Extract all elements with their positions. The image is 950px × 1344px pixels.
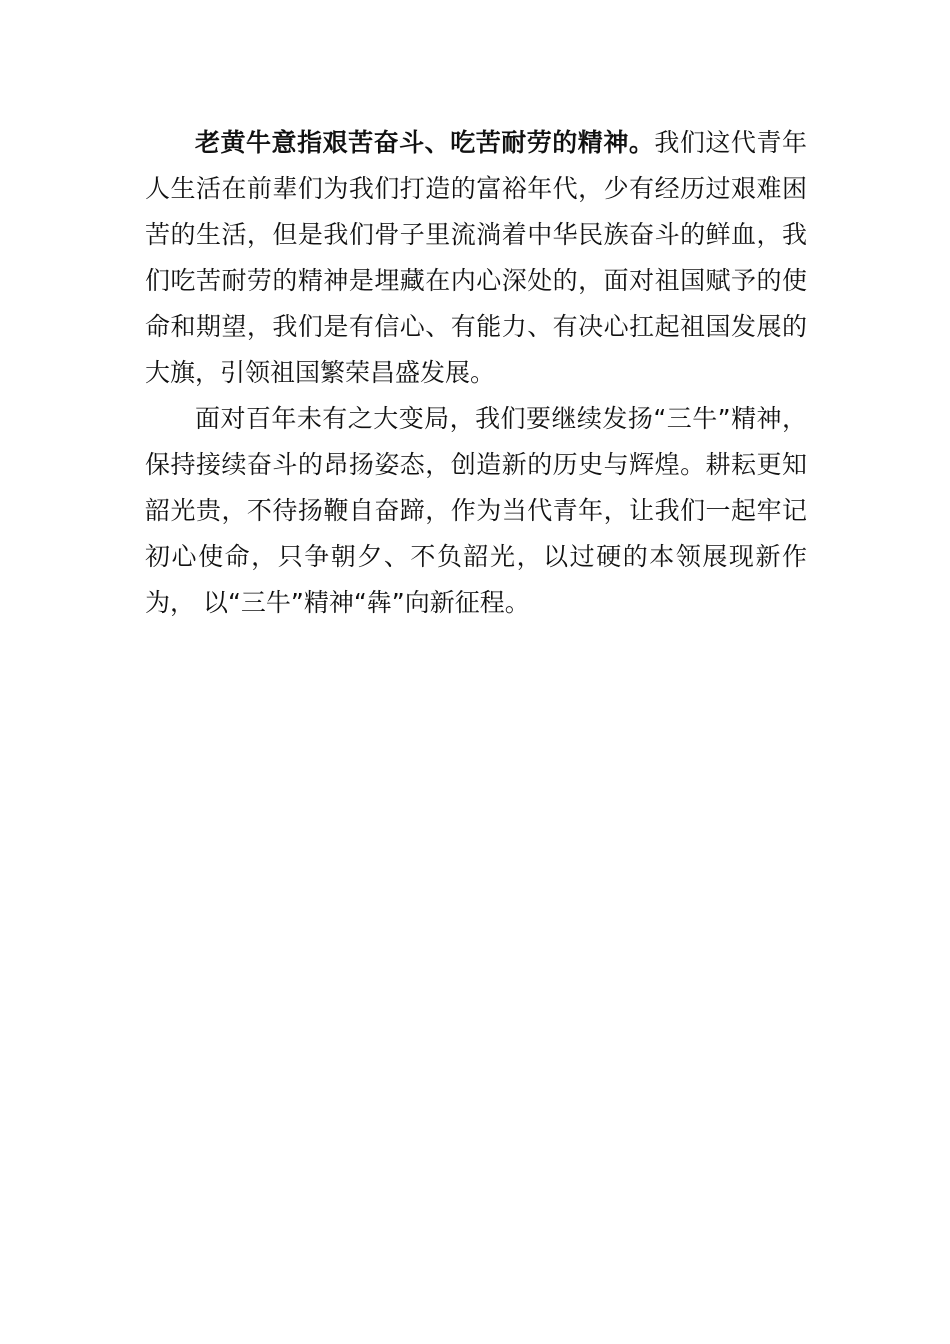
paragraph-1-lead: 老黄牛意指艰苦奋斗、吃苦耐劳的精神。 <box>195 128 655 157</box>
paragraph-1-text: 我们这代青年人生活在前辈们为我们打造的富裕年代，少有经历过艰难困苦的生活，但是我们骨子里流淌着中华民族奋斗的鲜血，我们吃苦耐劳的精神是埋藏在内心深处的，面对祖国赋予的使命和期望，我们是有信心、有能力、有决心扛起祖国发展的大旗，引领祖国繁荣昌盛发展。 <box>145 128 807 387</box>
paragraph-2 <box>145 396 807 626</box>
paragraph-1 <box>145 120 807 396</box>
document-body <box>145 120 807 626</box>
paragraph-2-text: 面对百年未有之大变局，我们要继续发扬“三牛”精神， 保持接续奋斗的昂扬姿态，创造新的历史与辉煌。耕耘更知韶光贵，不待扬鞭自奋蹄，作为当代青年，让我们一起牢记初心使命，只争朝夕、不负韶光，以过硬的本领展现新作为， 以“三牛”精神“犇”向新征程。 <box>145 404 807 617</box>
